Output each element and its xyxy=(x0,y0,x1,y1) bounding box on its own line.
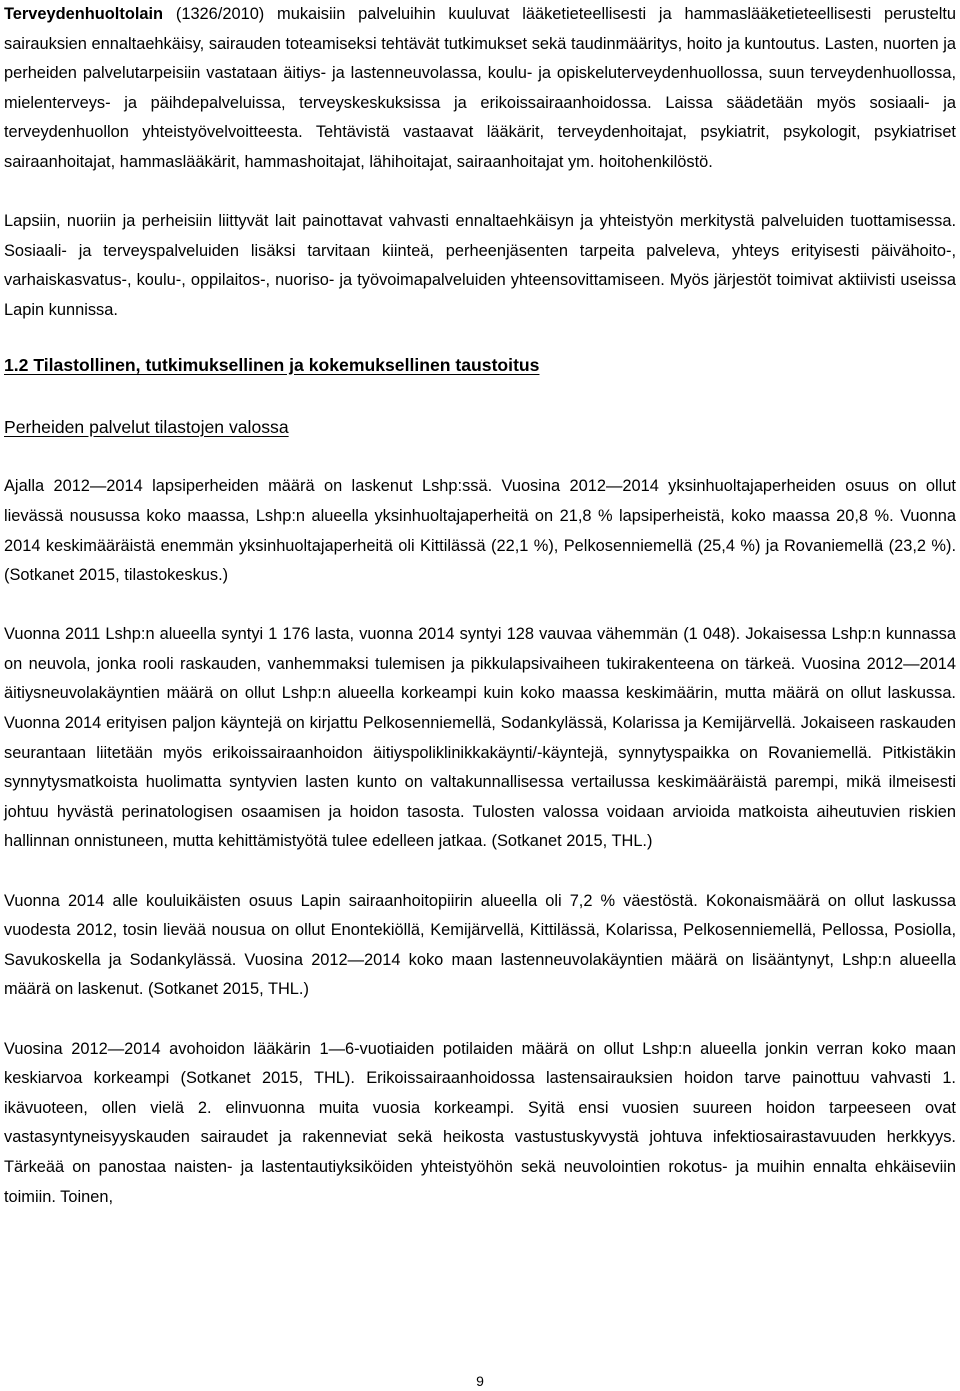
intro-text: (1326/2010) mukaisiin palveluihin kuuluvat lääketieteellisesti ja hammaslääketieteellisesti perusteltu sairauksien ennaltaehkäisy, sairauden toteamiseksi tehtävät tutkimukset sekä taudinmääritys, hoito ja kuntoutus. Lasten, nuorten ja perheiden palvelutarpeisiin vastataan äitiys- ja lastenneuvolassa, koulu- ja opiskeluterveydenhuollossa, suun terveydenhuollossa, mielenterveys- ja päihdepalveluissa, terveyskeskuksissa ja erikoissairaanhoidossa. Laissa säädetään myös sosiaali- ja terveydenhuollon yhteistyövelvoitteesta. Tehtävistä vastaavat lääkärit, terveydenhoitajat, psykiatrit, psykologit, psykiatriset sairaanhoitajat, hammaslääkärit, hammashoitajat, lähihoitajat, sairaanhoitajat ym. hoitohenkilöstö. xyxy=(4,5,956,171)
paragraph-outpatient-care: Vuosina 2012—2014 avohoidon lääkärin 1—6-vuotiaiden potilaiden määrä on ollut Lshp:n alueella jonkin verran koko maan keskiarvoa korkeampi (Sotkanet 2015, THL). Erikoissairaanhoidossa lastensairauksien hoidon tarve painottuu vahvasti 1. ikävuoteen, ollen vielä 2. elinvuonna muita vuosia korkeampi. Syitä ensi vuosien suureen hoidon tarpeeseen ovat vastasyntyneisyyskauden sairaudet ja rakenneviat sekä heikosta vastustuskyvystä johtuva infektiosairastavuuden herkkyys. Tärkeää on panostaa naisten- ja lastentautiyksiköiden yhteistyöhön sekä neuvolointien rokotus- ja muihin ennalta ehkäiseviin toimiin. Toinen, xyxy=(4,1039,956,1206)
intro-paragraph xyxy=(4,0,956,178)
section-heading: 1.2 Tilastollinen, tutkimuksellinen ja kokemuksellinen taustoitus xyxy=(4,354,540,375)
paragraph-collaboration: Lapsiin, nuoriin ja perheisiin liittyvät lait painottavat vahvasti ennaltaehkäisyn ja yhteistyön merkitystä palveluiden tuottamisessa. Sosiaali- ja terveyspalveluiden lisäksi tarvitaan kiinteä, perheenjäsenten tarpeita palveleva, yhteys erityisesti päivähoito-, varhaiskasvatus-, koulu-, oppilaitos-, nuoriso- ja työvoimapalveluiden yhteensovittamiseen. Myös järjestöt toimivat aktiivisti useissa Lapin kunnissa. xyxy=(4,212,956,319)
paragraph-births-maternity: Vuonna 2011 Lshp:n alueella syntyi 1 176 lasta, vuonna 2014 syntyi 128 vauvaa vähemmän (1 048). Jokaisessa Lshp:n kunnassa on neuvola, jonka rooli raskauden, vanhemmaksi tulemisen ja pikkulapsivaiheen tukirakenteena on tärkeä. Vuosina 2012—2014 äitiysneuvolakäyntien määrä on ollut Lshp:n alueella korkeampi kuin koko maassa keskimäärin, mutta määrä on ollut laskussa. Vuonna 2014 erityisen paljon käyntejä on kirjattu Pelkosenniemellä, Sodankylässä, Kolarissa ja Kemijärvellä. Jokaiseen raskauden seurantaan liitetään myös erikoissairaanhoidon äitiyspoliklinikkakäynti/-käyntejä, synnytyspaikka on Rovaniemellä. Pitkistäkin synnytysmatkoista huolimatta syntyvien lasten kunto on valtakunnallisessa vertailussa keskimääräistä parempi, mikä ilmeisesti johtuu hyvästä perinatologisen osaamisen ja hoidon tasosta. Tulosten valossa voidaan arvioida matkoista aiheutuvien riskien hallinnan onnistuneen, mutta kehittämistyötä tulee edelleen jatkaa. (Sotkanet 2015, THL.) xyxy=(4,625,956,851)
intro-lead-term: Terveydenhuoltolain xyxy=(4,5,164,23)
paragraph-preschool-children: Vuonna 2014 alle kouluikäisten osuus Lapin sairaanhoitopiirin alueella oli 7,2 % väestöstä. Kokonaismäärä on ollut laskussa vuodesta 2012, tosin lievää nousua on ollut Enontekiöllä, Kemijärvellä, Kittilässä, Kolarissa, Pelkosenniemellä, Pellossa, Posiolla, Savukoskella ja Sodankylässä. Vuosina 2012—2014 koko maan lastenneuvolakäyntien määrä on lisääntynyt, Lshp:n alueella määrä on laskenut. (Sotkanet 2015, THL.) xyxy=(4,891,956,999)
document-page xyxy=(4,0,956,1212)
page-number: 9 xyxy=(476,1373,484,1389)
paragraph-family-statistics: Ajalla 2012—2014 lapsiperheiden määrä on laskenut Lshp:ssä. Vuosina 2012—2014 yksinhuoltajaperheiden osuus on ollut lievässä nousussa koko maassa, Lshp:n alueella yksinhuoltajaperheitä on 21,8 % lapsiperheistä, koko maassa 20,8 %. Vuonna 2014 keskimääräistä enemmän yksinhuoltajaperheitä oli Kittilässä (22,1 %), Pelkosenniemellä (25,4 %) ja Rovaniemellä (23,2 %). (Sotkanet 2015, tilastokeskus.) xyxy=(4,477,956,585)
subsection-heading: Perheiden palvelut tilastojen valossa xyxy=(4,417,289,438)
